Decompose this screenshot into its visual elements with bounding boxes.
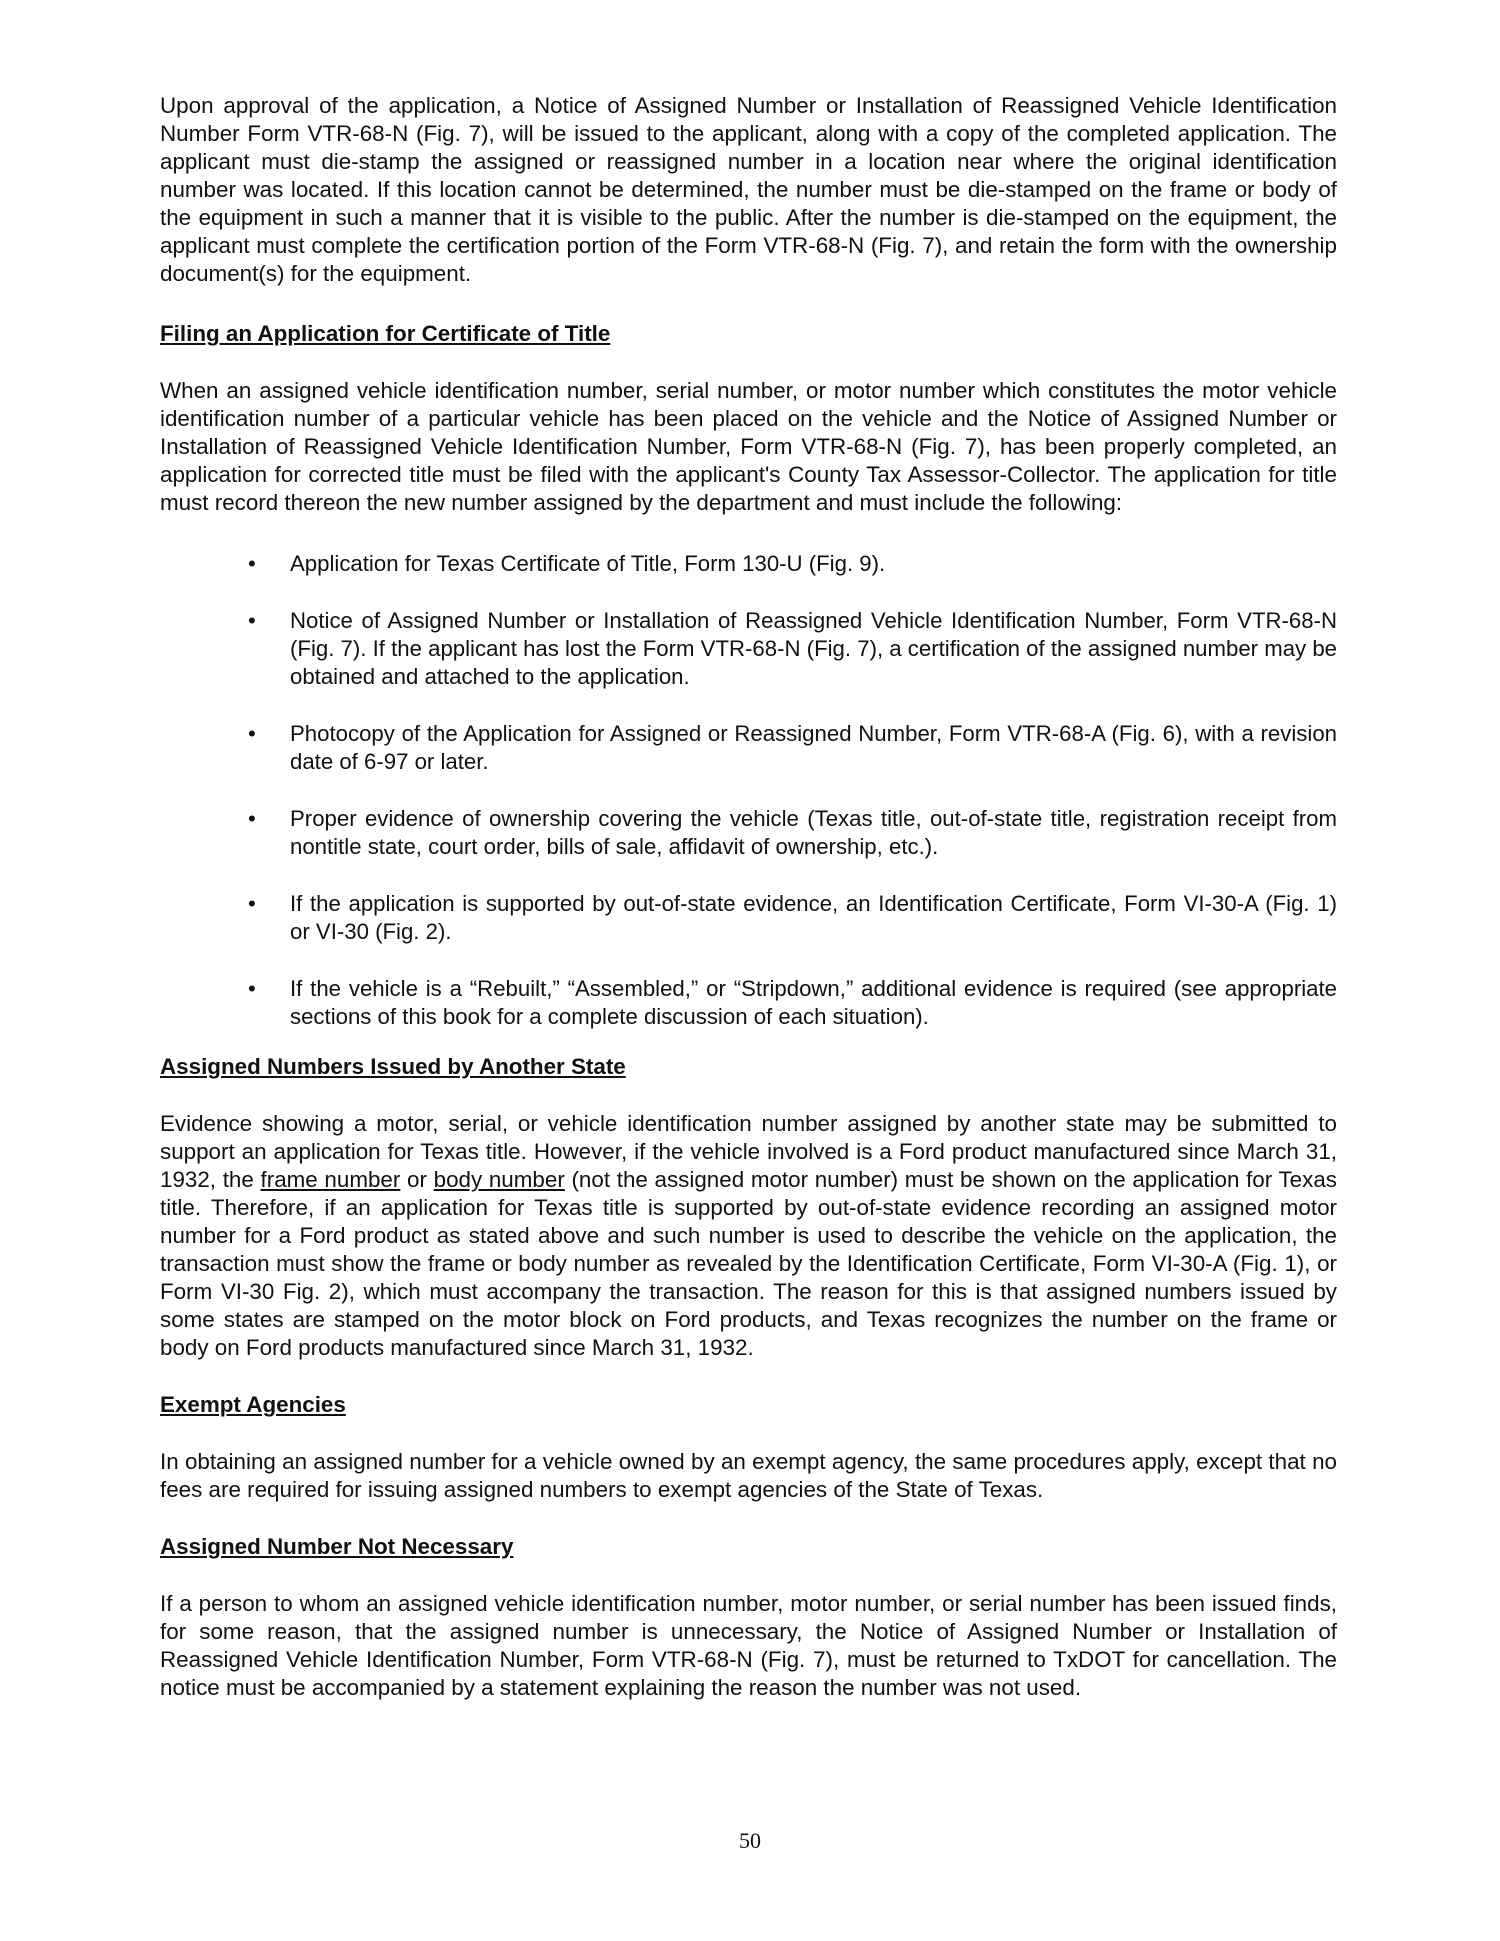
requirements-list — [160, 550, 1337, 1031]
list-item — [160, 975, 1337, 1031]
exempt-paragraph: In obtaining an assigned number for a vehicle owned by an exempt agency, the same procedures apply, except that no fees are required for issuing assigned numbers to exempt agencies of the State of Texas. — [160, 1449, 1337, 1502]
bullet-icon: • — [248, 806, 256, 831]
list-item — [160, 890, 1337, 946]
another-state-heading: Assigned Numbers Issued by Another State — [160, 1054, 626, 1079]
list-item — [160, 550, 1337, 578]
filing-paragraph: When an assigned vehicle identification number, serial number, or motor number which constitutes the motor vehicle identification number of a particular vehicle has been placed on the vehicle and the Notice of Assigned Number or Installation of Reassigned Vehicle Identification Number, Form VTR-68-N (Fig. 7), has been properly completed, an application for corrected title must be filed with the applicant's County Tax Assessor-Collector. The application for title must record thereon the new number assigned by the department and must include the following: — [160, 378, 1337, 515]
exempt-section — [160, 1391, 1337, 1504]
bullet-icon: • — [248, 608, 256, 633]
list-item — [160, 607, 1337, 691]
list-item-text: Photocopy of the Application for Assigned or Reassigned Number, Form VTR-68-A (Fig. 6), with a revision date of 6-97 or later. — [290, 721, 1337, 774]
list-item-text: Proper evidence of ownership covering the vehicle (Texas title, out-of-state title, registration receipt from nontitle state, court order, bills of sale, affidavit of ownership, etc.). — [290, 806, 1337, 859]
document-page — [160, 92, 1337, 1702]
page-number: 50 — [739, 1828, 761, 1853]
intro-paragraph: Upon approval of the application, a Notice of Assigned Number or Installation of Reassigned Vehicle Identification Number Form VTR-68-N (Fig. 7), will be issued to the applicant, along with a copy of the completed application. The applicant must die-stamp the assigned or reassigned number in a location near where the original identification number was located. If this location cannot be determined, the number must be die-stamped on the frame or body of the equipment in such a manner that it is visible to the public. After the number is die-stamped on the equipment, the applicant must complete the certification portion of the Form VTR-68-N (Fig. 7), and retain the form with the ownership document(s) for the equipment. — [160, 93, 1337, 286]
bullet-icon: • — [248, 891, 256, 916]
another-state-section — [160, 1053, 1337, 1362]
not-necessary-section — [160, 1533, 1337, 1702]
another-state-text-3: (not the assigned motor number) must be shown on the application for Texas title. Therefore, if an application for Texas title is supported by out-of-state evidence recording an assigned motor number for a Ford product as stated above and such number is used to describe the vehicle on the application, the transaction must show the frame or body number as revealed by the Identification Certificate, Form VI-30-A (Fig. 1), or Form VI-30 Fig. 2), which must accompany the transaction. The reason for this is that assigned numbers issued by some states are stamped on the motor block on Ford products, and Texas recognizes the number on the frame or body on Ford products manufactured since March 31, 1932. — [160, 1167, 1337, 1360]
exempt-heading: Exempt Agencies — [160, 1392, 346, 1417]
list-item — [160, 805, 1337, 861]
another-state-text-1: Evidence showing a motor, serial, or vehicle identification number assigned by another state may be submitted to support an application for Texas title. However, if the vehicle involved is a Ford product manufactured since March 31, 1932, the — [160, 1111, 1337, 1192]
list-item-text: If the application is supported by out-of-state evidence, an Identification Certificate, Form VI-30-A (Fig. 1) or VI-30 (Fig. 2). — [290, 891, 1337, 944]
filing-section — [160, 320, 1337, 1031]
body-number-term: body number — [433, 1167, 565, 1192]
bullet-icon: • — [248, 721, 256, 746]
frame-number-term: frame number — [260, 1167, 401, 1192]
not-necessary-paragraph: If a person to whom an assigned vehicle identification number, motor number, or serial number has been issued finds, for some reason, that the assigned number is unnecessary, the Notice of Assigned Number or Installation of Reassigned Vehicle Identification Number, Form VTR-68-N (Fig. 7), must be returned to TxDOT for cancellation. The notice must be accompanied by a statement explaining the reason the number was not used. — [160, 1591, 1337, 1700]
list-item-text: Application for Texas Certificate of Title, Form 130-U (Fig. 9). — [290, 551, 886, 576]
list-item-text: Notice of Assigned Number or Installation of Reassigned Vehicle Identification Number, Form VTR-68-N (Fig. 7). If the applicant has lost the Form VTR-68-N (Fig. 7), a certification of the assigned number may be obtained and attached to the application. — [290, 608, 1337, 689]
list-item-text: If the vehicle is a “Rebuilt,” “Assembled,” or “Stripdown,” additional evidence is required (see appropriate sections of this book for a complete discussion of each situation). — [290, 976, 1337, 1029]
bullet-icon: • — [248, 551, 256, 576]
not-necessary-heading: Assigned Number Not Necessary — [160, 1534, 514, 1559]
filing-heading: Filing an Application for Certificate of Title — [160, 321, 611, 346]
another-state-text-2: or — [400, 1167, 434, 1192]
bullet-icon: • — [248, 976, 256, 1001]
another-state-paragraph — [160, 1110, 1337, 1362]
list-item — [160, 720, 1337, 776]
